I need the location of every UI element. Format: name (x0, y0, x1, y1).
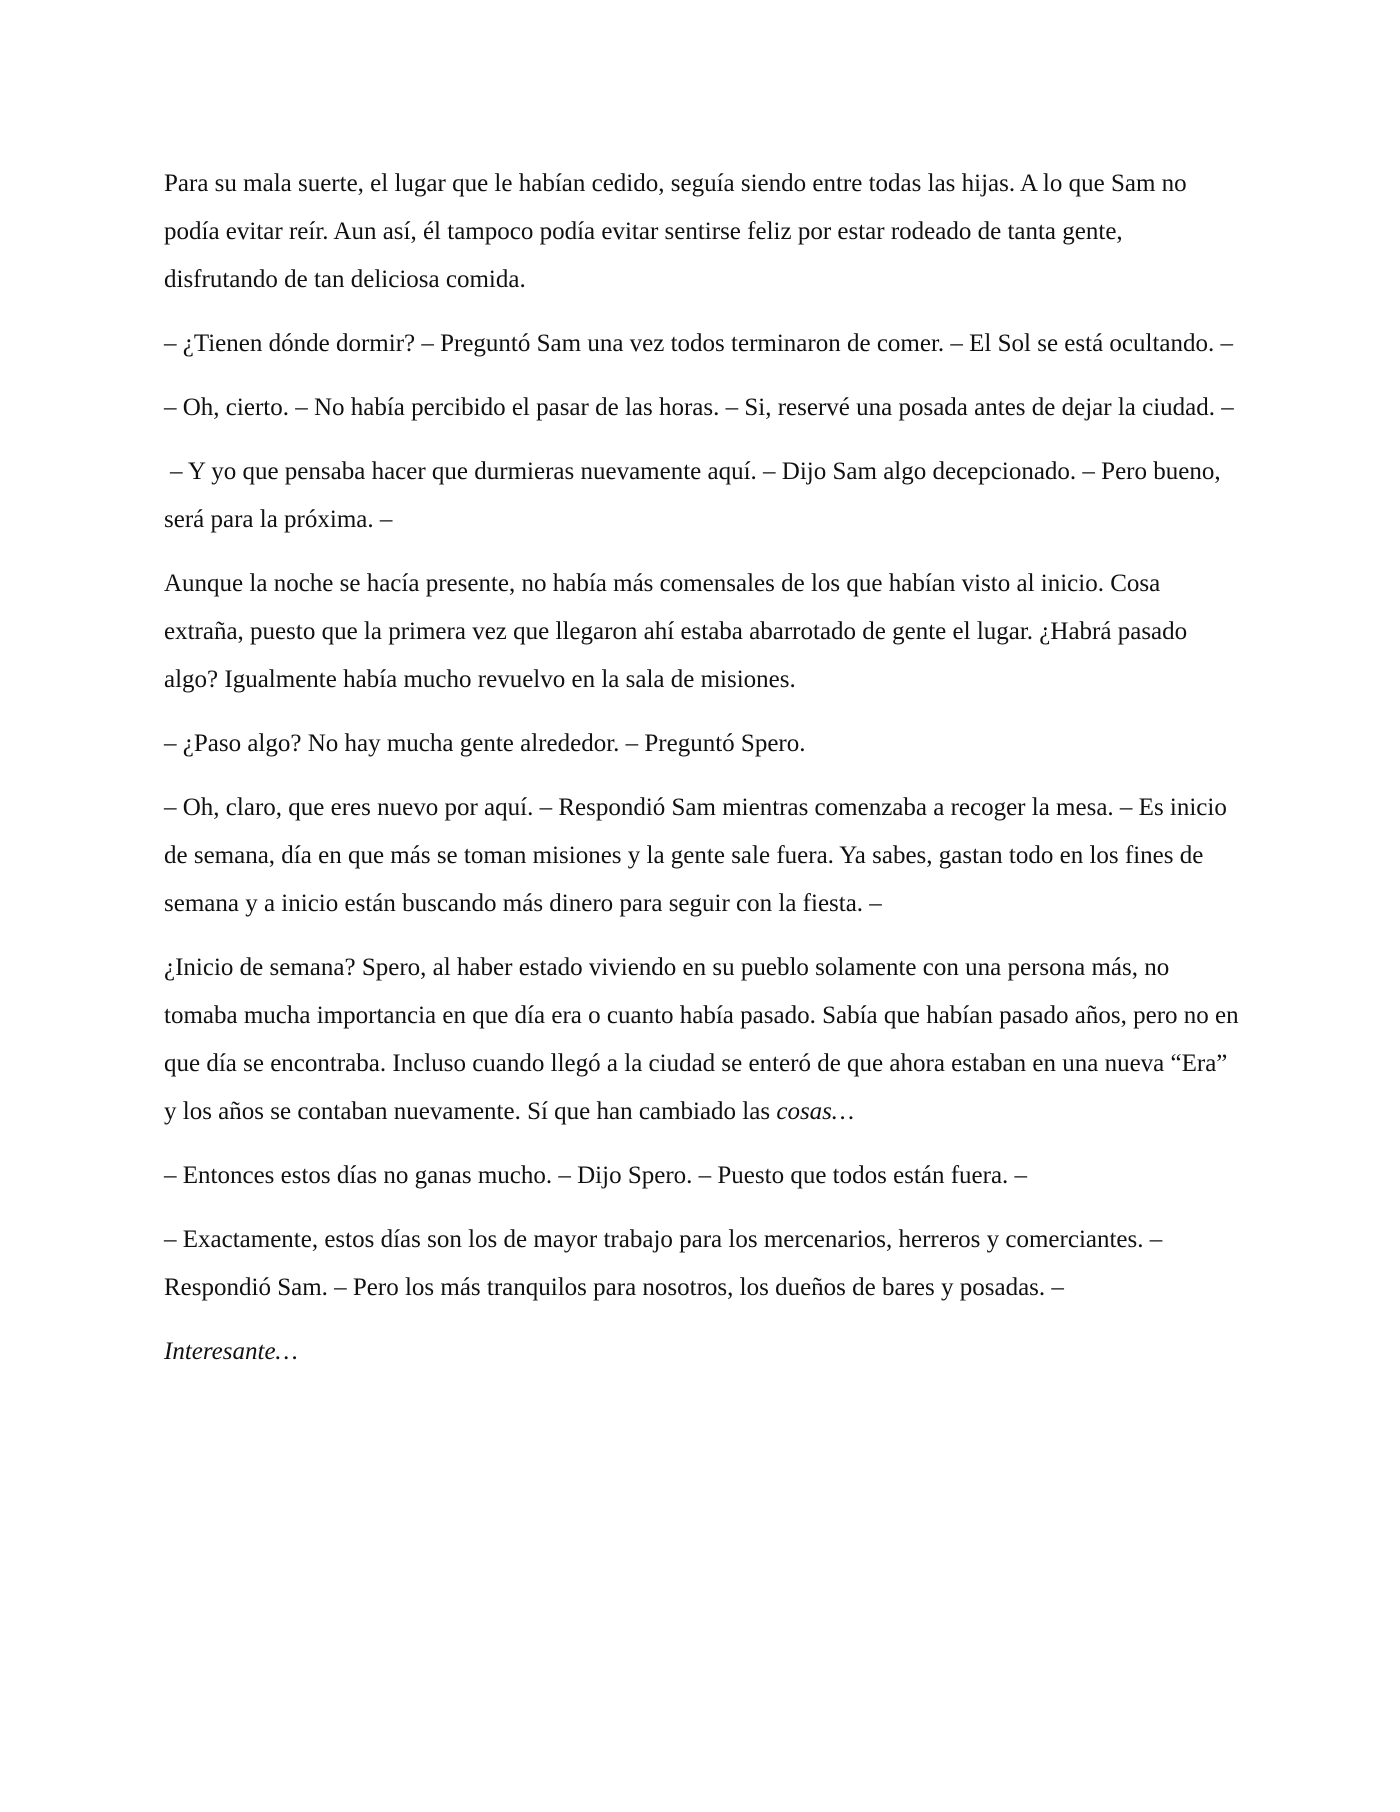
paragraph-8 (164, 944, 1240, 1136)
paragraph-10-text: – Exactamente, estos días son los de mayor trabajo para los mercenarios, herreros y comerciantes. – Respondió Sam. – Pero los más tranquilos para nosotros, los dueños de bares y posadas. – (164, 1226, 1163, 1301)
paragraph-6-text: – ¿Paso algo? No hay mucha gente alrededor. – Preguntó Spero. (164, 730, 806, 757)
paragraph-2 (164, 320, 1240, 368)
paragraph-8-text: ¿Inicio de semana? Spero, al haber estado viviendo en su pueblo solamente con una persona más, no tomaba mucha importancia en que día era o cuanto había pasado. Sabía que habían pasado años, pero no en que día se encontraba. Incluso cuando llegó a la ciudad se enteró de que ahora estaban en una nueva “Era” y los años se contaban nuevamente. Sí que han cambiado las (164, 954, 1239, 1125)
paragraph-6 (164, 720, 1240, 768)
paragraph-11 (164, 1328, 1240, 1376)
paragraph-11-text: Interesante… (164, 1338, 298, 1365)
paragraph-9-text: – Entonces estos días no ganas mucho. – Dijo Spero. – Puesto que todos están fuera. – (164, 1162, 1028, 1189)
paragraph-1-text: Para su mala suerte, el lugar que le habían cedido, seguía siendo entre todas las hijas. A lo que Sam no podía evitar reír. Aun así, él tampoco podía evitar sentirse feliz por estar rodeado de tanta gente, disfrutando de tan deliciosa comida. (164, 170, 1187, 293)
paragraph-9 (164, 1152, 1240, 1200)
paragraph-2-text: – ¿Tienen dónde dormir? – Preguntó Sam una vez todos terminaron de comer. – El Sol se está ocultando. – (164, 330, 1233, 357)
paragraph-1 (164, 160, 1240, 304)
paragraph-7-text: – Oh, claro, que eres nuevo por aquí. – Respondió Sam mientras comenzaba a recoger la mesa. – Es inicio de semana, día en que más se toman misiones y la gente sale fuera. Ya sabes, gastan todo en los fines de semana y a inicio están buscando más dinero para seguir con la fiesta. – (164, 794, 1227, 917)
paragraph-5-text: Aunque la noche se hacía presente, no había más comensales de los que habían visto al inicio. Cosa extraña, puesto que la primera vez que llegaron ahí estaba abarrotado de gente el lugar. ¿Habrá pasado algo? Igualmente había mucho revuelvo en la sala de misiones. (164, 570, 1188, 693)
paragraph-3 (164, 384, 1240, 432)
paragraph-7 (164, 784, 1240, 928)
paragraph-3-text: – Oh, cierto. – No había percibido el pasar de las horas. – Si, reservé una posada antes de dejar la ciudad. – (164, 394, 1234, 421)
paragraph-8-italic-text: cosas… (776, 1098, 855, 1125)
paragraph-5 (164, 560, 1240, 704)
paragraph-10 (164, 1216, 1240, 1312)
paragraph-4 (164, 448, 1240, 544)
paragraph-4-text: – Y yo que pensaba hacer que durmieras nuevamente aquí. – Dijo Sam algo decepcionado. – Pero bueno, será para la próxima. – (164, 458, 1221, 533)
